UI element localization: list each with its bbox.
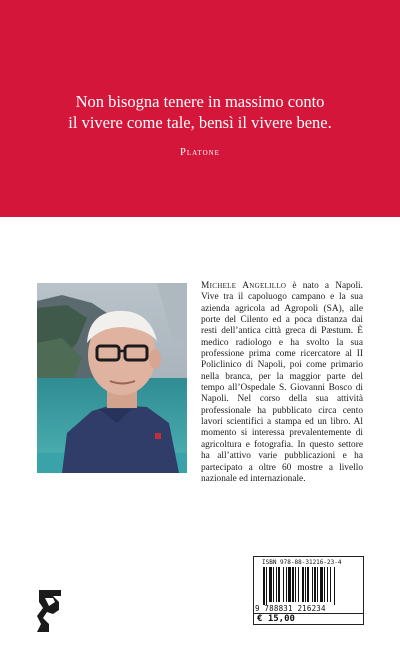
author-name: Michele Angelillo bbox=[201, 281, 287, 291]
barcode-bar bbox=[292, 567, 294, 602]
barcode-bar bbox=[283, 567, 284, 602]
barcode-bar bbox=[298, 567, 299, 602]
barcode-bar bbox=[269, 567, 272, 602]
quote-author: Platone bbox=[180, 147, 220, 158]
barcode-bar bbox=[334, 567, 335, 605]
barcode-bar bbox=[288, 567, 291, 602]
barcode-bar bbox=[317, 567, 318, 602]
barcode-bar bbox=[314, 567, 316, 602]
author-bio-text: è nato a Napoli. Vive tra il capoluogo campano e la sua azienda agricola ad Agropoli (SA), alle porte del Cilento ed a poca distanza dai resti dell’antica città greca di Pæstum. È medico radiologo e ha svolto la sua professione prima come ricercatore al II Policlinico di Napoli, poi come primario nella branca, per la maggior parte del tempo all’Ospedale S. Giovanni Bosco di Napoli. Nel corso della sua attività professionale ha pubblicato circa cento lavori scientifici a stampa ed un libro. Al momento si interessa prevalentemente di agricoltura e fotografia. In questo settore ha all’attivo varie pubblicazioni e ha partecipato a oltre 60 mostre a livello nazionale ed internazionale. bbox=[201, 281, 363, 484]
isbn-text: ISBN 978-88-31216-23-4 bbox=[262, 559, 342, 566]
price-label: € 15,00 bbox=[254, 613, 363, 625]
author-bio bbox=[201, 281, 363, 485]
barcode-bar bbox=[302, 567, 304, 602]
barcode-bar bbox=[312, 567, 313, 602]
author-photo bbox=[37, 283, 187, 473]
barcode-bar bbox=[276, 567, 277, 602]
barcode-bar bbox=[327, 567, 328, 602]
barcode-bar bbox=[320, 567, 323, 602]
publisher-logo bbox=[33, 588, 67, 634]
barcode-box bbox=[253, 556, 364, 625]
barcode-bar bbox=[307, 567, 309, 602]
ean-digits: 9 788831 216234 bbox=[255, 604, 326, 613]
quote-line-2: il vivere come tale, bensì il vivere bene. bbox=[68, 113, 332, 132]
barcode-bar bbox=[324, 567, 325, 602]
quote-line-1: Non bisogna tenere in massimo conto bbox=[75, 92, 325, 111]
barcode-bar bbox=[295, 567, 296, 602]
barcode-bar bbox=[330, 567, 331, 602]
barcode-icon bbox=[263, 567, 355, 605]
barcode-bar bbox=[263, 567, 265, 605]
barcode-bar bbox=[278, 567, 280, 602]
barcode-bar bbox=[273, 567, 274, 602]
barcode-bar bbox=[286, 567, 287, 602]
barcode-bar bbox=[305, 567, 306, 602]
epigraph-quote bbox=[0, 91, 400, 133]
barcode-bar bbox=[266, 567, 267, 605]
